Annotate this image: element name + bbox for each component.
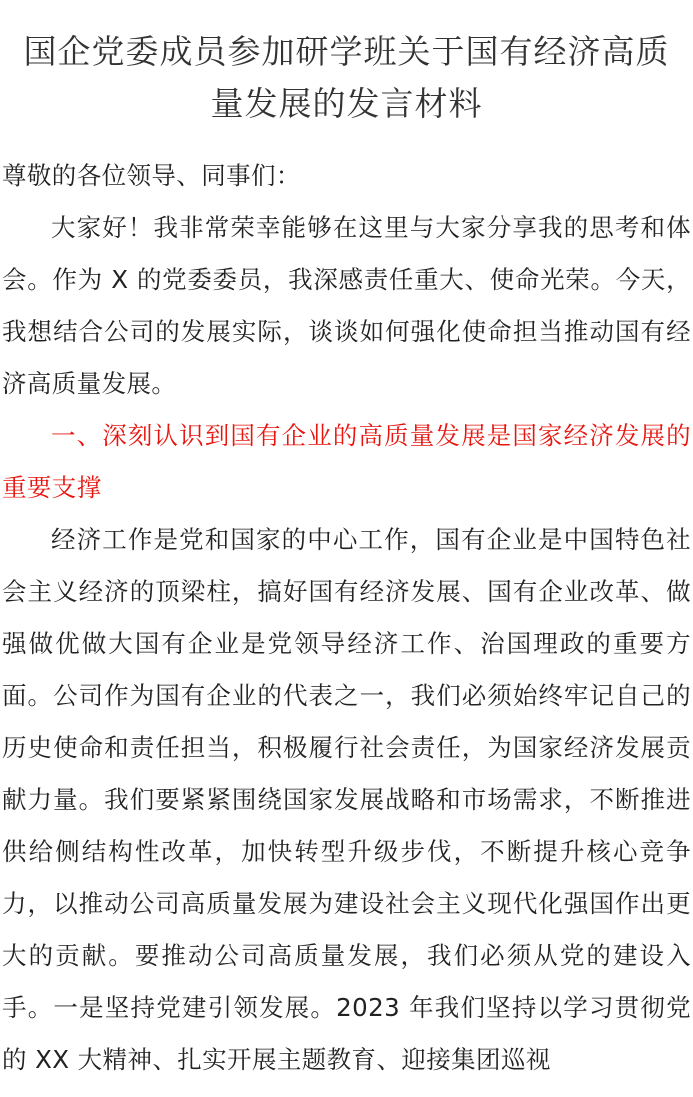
title-line-1: 国企党委成员参加研学班关于国有经济高质 [23,32,670,71]
paragraph-intro: 大家好！我非常荣幸能够在这里与大家分享我的思考和体会。作为 X 的党委委员，我深感责任重大、使命光荣。今天，我想结合公司的发展实际，谈谈如何强化使命担当推动国有经济高质量发展。 [2,213,691,398]
section-heading-1: 一、深刻认识到国有企业的高质量发展是国家经济发展的重要支撑 [2,421,691,502]
paragraph-section-1: 经济工作是党和国家的中心工作，国有企业是中国特色社会主义经济的顶梁柱，搞好国有经济发展、国有企业改革、做强做优做大国有企业是党领导经济工作、治国理政的重要方面。公司作为国有企业的代表之一，我们必须始终牢记自己的历史使命和责任担当，积极履行社会责任，为国家经济发展贡献力量。我们要紧紧围绕国家发展战略和市场需求，不断推进供给侧结构性改革，加快转型升级步伐，不断提升核心竞争力，以推动公司高质量发展为建设社会主义现代化强国作出更大的贡献。要推动公司高质量发展，我们必须从党的建设入手。一是坚持党建引领发展。2023 年我们坚持以学习贯彻党的 XX 大精神、扎实开展主题教育、迎接集团巡视 [2,525,691,1074]
document-title [2,0,691,130]
title-line-2: 量发展的发言材料 [210,84,483,123]
document-body [2,150,691,1086]
salutation: 尊敬的各位领导、同事们： [2,161,301,190]
